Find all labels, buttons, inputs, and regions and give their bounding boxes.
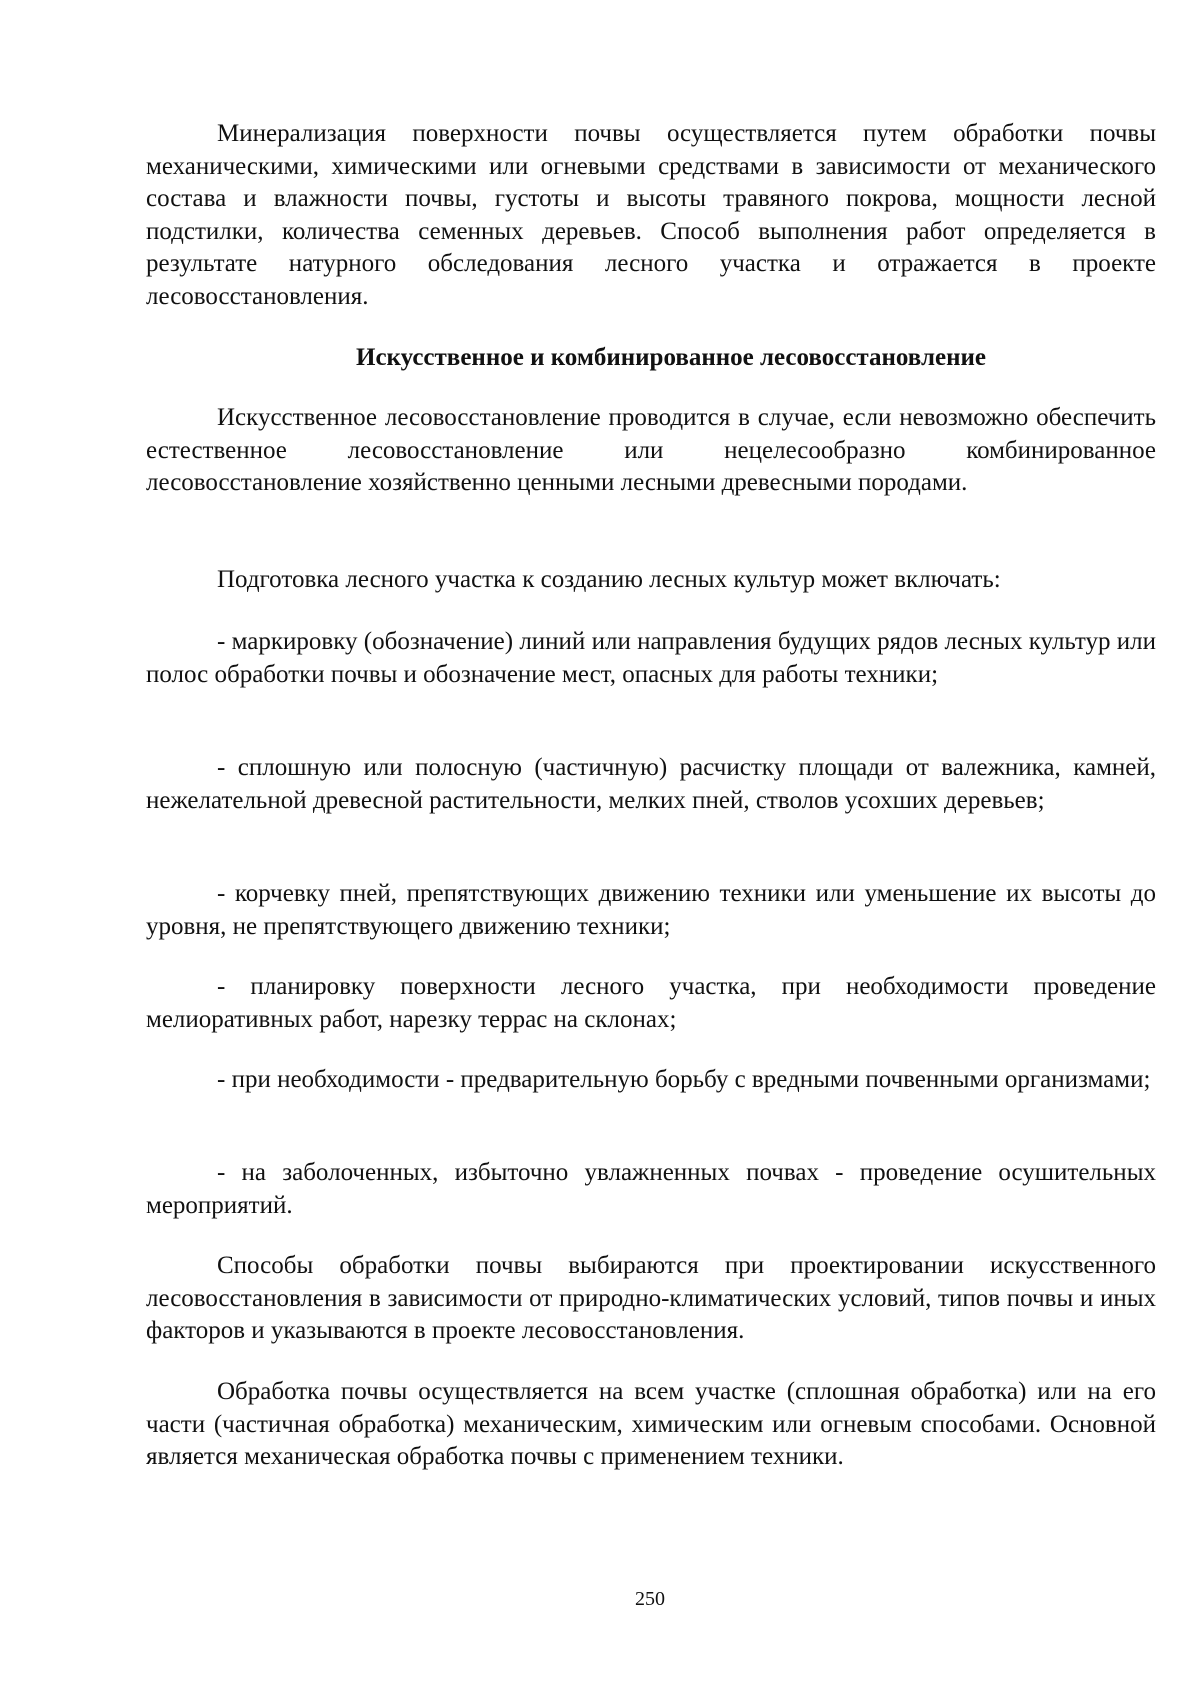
list-item: - планировку поверхности лесного участка, при необходимости проведение мелиоративных работ, нарезку террас на склонах; xyxy=(146,973,1156,1033)
paragraph-artificial: Искусственное лесовосстановление проводится в случае, если невозможно обеспечить естественное лесовосстановление или нецелесообразно комбинированное лесовосстановление хозяйственно ценными лесными древесными породами. xyxy=(146,404,1156,496)
paragraph-artificial-block xyxy=(146,402,1156,500)
page-number: 250 xyxy=(635,1588,665,1610)
list-item: - сплошную или полосную (частичную) расчистку площади от валежника, камней, нежелательной древесной растительности, мелких пней, стволов усохших деревьев; xyxy=(146,754,1156,814)
paragraph-preparation-block xyxy=(146,564,1156,597)
list-item-block-2 xyxy=(146,752,1156,817)
list-item-block-3 xyxy=(146,878,1156,943)
paragraph-methods: Способы обработки почвы выбираются при проектировании искусственного лесовосстановления в зависимости от природно-климатических условий, типов почвы и иных факторов и указываются в проекте лесовосстановления. xyxy=(146,1252,1156,1344)
paragraph-processing-block xyxy=(146,1376,1156,1474)
list-item: - корчевку пней, препятствующих движению техники или уменьшение их высоты до уровня, не препятствующего движению техники; xyxy=(146,880,1156,940)
list-item-block-4 xyxy=(146,971,1156,1036)
paragraph-mineralization-block xyxy=(146,118,1156,313)
list-item-block-1 xyxy=(146,626,1156,691)
section-heading: Искусственное и комбинированное лесовосстановление xyxy=(356,344,986,371)
list-item-block-6 xyxy=(146,1157,1156,1222)
paragraph-mineralization: Минерализация поверхности почвы осуществляется путем обработки почвы механическими, химическими или огневыми средствами в зависимости от механического состава и влажности почвы, густоты и высоты травяного покрова, мощности лесной подстилки, количества семенных деревьев. Способ выполнения работ определяется в результате натурного обследования лесного участка и отражается в проекте лесовосстановления. xyxy=(146,120,1156,310)
list-item: - маркировку (обозначение) линий или направления будущих рядов лесных культур или полос обработки почвы и обозначение мест, опасных для работы техники; xyxy=(146,628,1156,688)
list-item-block-5 xyxy=(146,1064,1156,1097)
paragraph-preparation: Подготовка лесного участка к созданию лесных культур может включать: xyxy=(217,566,1001,593)
list-item: - на заболоченных, избыточно увлажненных почвах - проведение осушительных мероприятий. xyxy=(146,1159,1156,1219)
paragraph-methods-block xyxy=(146,1250,1156,1348)
paragraph-processing: Обработка почвы осуществляется на всем участке (сплошная обработка) или на его части (частичная обработка) механическим, химическим или огневым способами. Основной является механическая обработка почвы с применением техники. xyxy=(146,1378,1156,1470)
list-item: - при необходимости - предварительную борьбу с вредными почвенными организмами; xyxy=(217,1066,1151,1093)
